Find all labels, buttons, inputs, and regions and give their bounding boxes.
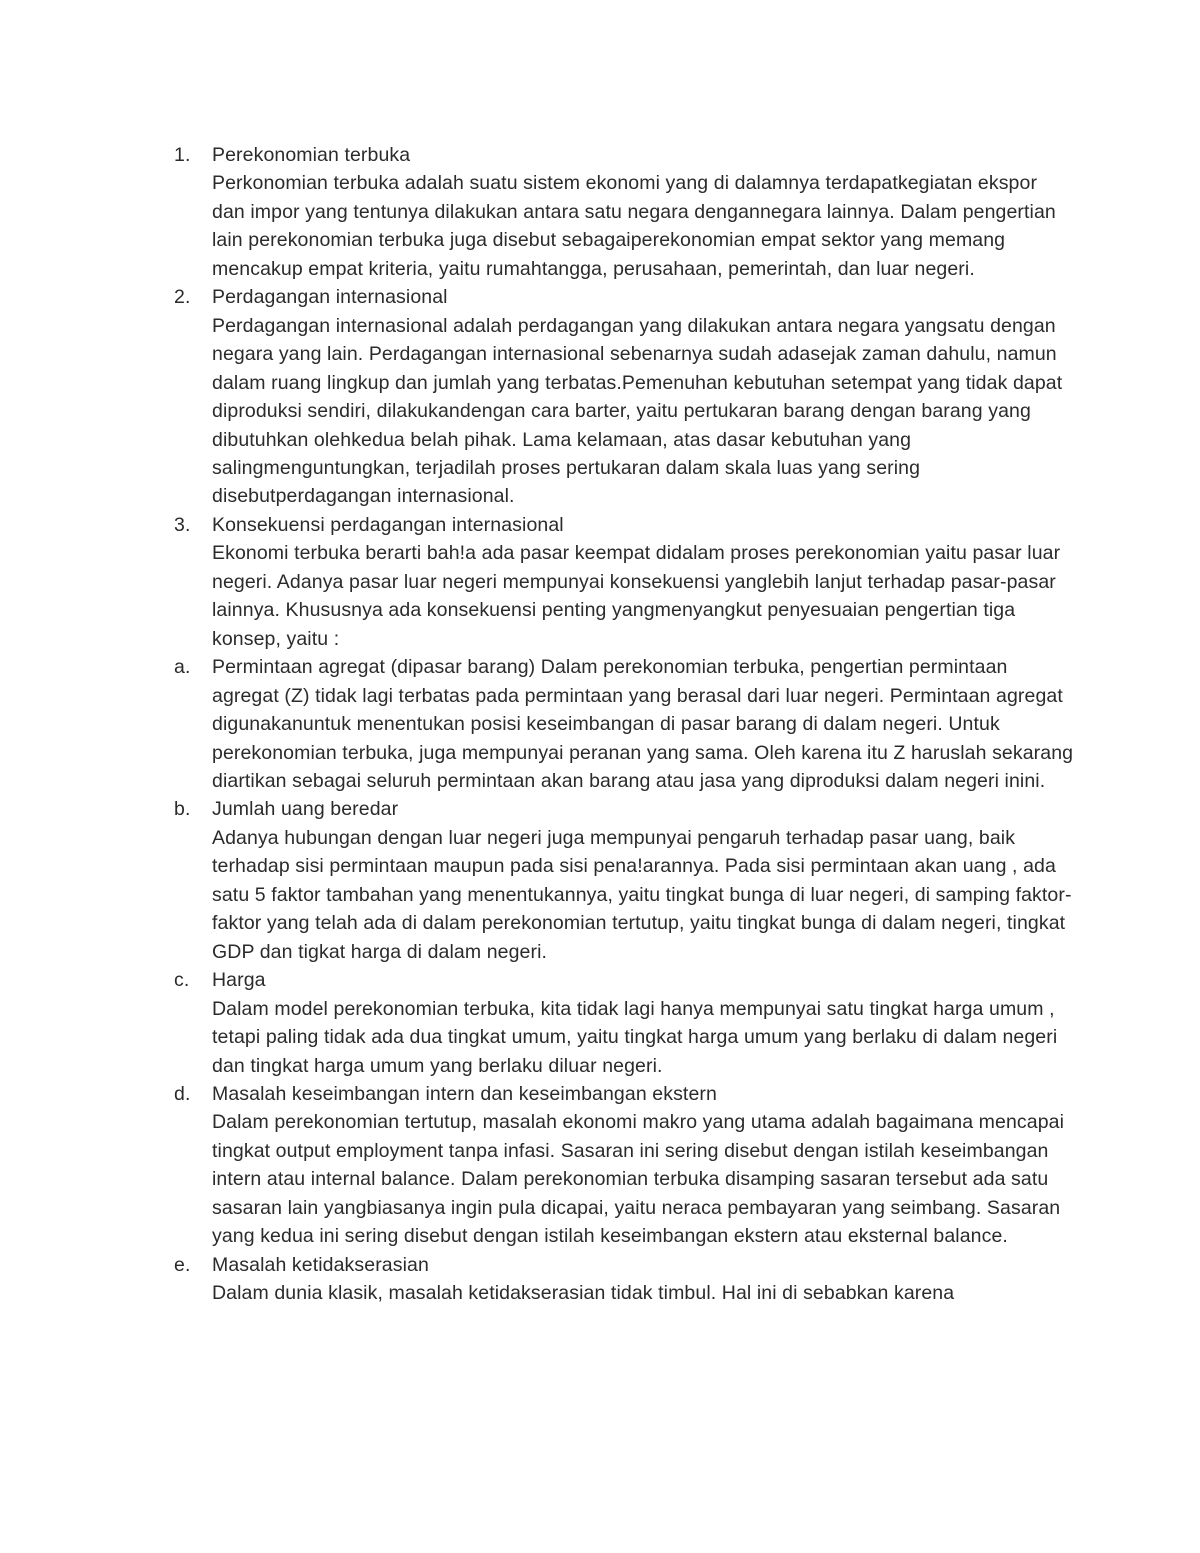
list-marker: 3. [174,513,191,536]
list-item [174,795,1074,966]
item-heading: Perekonomian terbuka [212,144,411,166]
list-item [174,1251,1074,1308]
list-marker: e. [174,1253,191,1276]
item-paragraph: Ekonomi terbuka berarti bah!a ada pasar keempat didalam proses perekonomian yaitu pasar luar negeri. Adanya pasar luar negeri mempunyai konsekuensi yanglebih lanjut terhadap pasar-pasar lainnya. Khususnya ada konsekuensi penting yangmenyangkut penyesuaian pengertian tiga konsep, yaitu : [212,542,1061,650]
item-heading: Perdagangan internasional [212,286,448,309]
list-item [174,966,1074,1080]
item-heading: Masalah ketidakserasian [212,1253,429,1276]
item-paragraph: Dalam perekonomian tertutup, masalah ekonomi makro yang utama adalah bagaimana mencapai tingkat output employment tanpa infasi. Sasaran ini sering disebut dengan istilah keseimbangan intern atau internal balance. Dalam perekonomian terbuka disamping sasaran tersebut ada satu sasaran lain yangbiasanya ingin pula dicapai, yaitu neraca pembayaran yang seimbang. Sasaran yang kedua ini sering disebut dengan istilah keseimbangan ekstern atau eksternal balance. [212,1111,1065,1248]
item-paragraph: Perkonomian terbuka adalah suatu sistem ekonomi yang di dalamnya terdapatkegiatan ekspor dan impor yang tentunya dilakukan antara satu negara dengannegara lainnya. Dalam pengertian lain perekonomian terbuka juga disebut sebagaiperekonomian empat sektor yang memang mencakup empat kriteria, yaitu rumahtangga, perusahaan, pemerintah, dan luar negeri. [212,172,1056,280]
list-item [174,653,1074,795]
item-heading: Harga [212,969,266,992]
list-item [174,511,1074,653]
numbered-list [174,141,1074,1308]
item-paragraph: Permintaan agregat (dipasar barang) Dalam perekonomian terbuka, pengertian permintaan agregat (Z) tidak lagi terbatas pada permintaan yang berasal dari luar negeri. Permintaan agregat digunakanuntuk menentukan posisi keseimbangan di pasar barang di dalam negeri. Untuk perekonomian terbuka, juga mempunyai peranan yang sama. Oleh karena itu Z haruslah sekarang diartikan sebagai seluruh permintaan akan barang atau jasa yang diproduksi dalam negeri inini. [212,656,1074,792]
list-marker: c. [174,969,190,992]
item-paragraph: Dalam model perekonomian terbuka, kita tidak lagi hanya mempunyai satu tingkat harga umum , tetapi paling tidak ada dua tingkat umum, yaitu tingkat harga umum yang berlaku di dalam negeri dan tingkat harga umum yang berlaku diluar negeri. [212,997,1058,1077]
item-paragraph: Perdagangan internasional adalah perdagangan yang dilakukan antara negara yangsatu dengan negara yang lain. Perdagangan internasional sebenarnya sudah adasejak zaman dahulu, namun dalam ruang lingkup dan jumlah yang terbatas.Pemenuhan kebutuhan setempat yang tidak dapat diproduksi sendiri, dilakukandengan cara barter, yaitu pertukaran barang dengan barang yang dibutuhkan olehkedua belah pihak. Lama kelamaan, atas dasar kebutuhan yang salingmenguntungkan, terjadilah proses pertukaran dalam skala luas yang sering disebutperdagangan internasional. [212,314,1063,508]
list-marker: a. [174,656,191,679]
item-heading: Jumlah uang beredar [212,798,399,821]
list-item [174,141,1074,283]
item-heading: Konsekuensi perdagangan internasional [212,513,564,536]
list-marker: 1. [174,144,191,166]
item-paragraph: Dalam dunia klasik, masalah ketidakserasian tidak timbul. Hal ini di sebabkan karena [212,1282,955,1305]
list-item [174,283,1074,511]
list-marker: b. [174,798,191,821]
item-heading: Masalah keseimbangan intern dan keseimbangan ekstern [212,1082,717,1105]
list-item [174,1080,1074,1251]
list-marker: d. [174,1082,191,1105]
list-marker: 2. [174,286,191,309]
item-paragraph: Adanya hubungan dengan luar negeri juga mempunyai pengaruh terhadap pasar uang, baik terhadap sisi permintaan maupun pada sisi pena!arannya. Pada sisi permintaan akan uang , ada satu 5 faktor tambahan yang menentukannya, yaitu tingkat bunga di luar negeri, di samping faktor-faktor yang telah ada di dalam perekonomian tertutup, yaitu tingkat bunga di dalam negeri, tingkat GDP dan tigkat harga di dalam negeri. [212,826,1072,963]
